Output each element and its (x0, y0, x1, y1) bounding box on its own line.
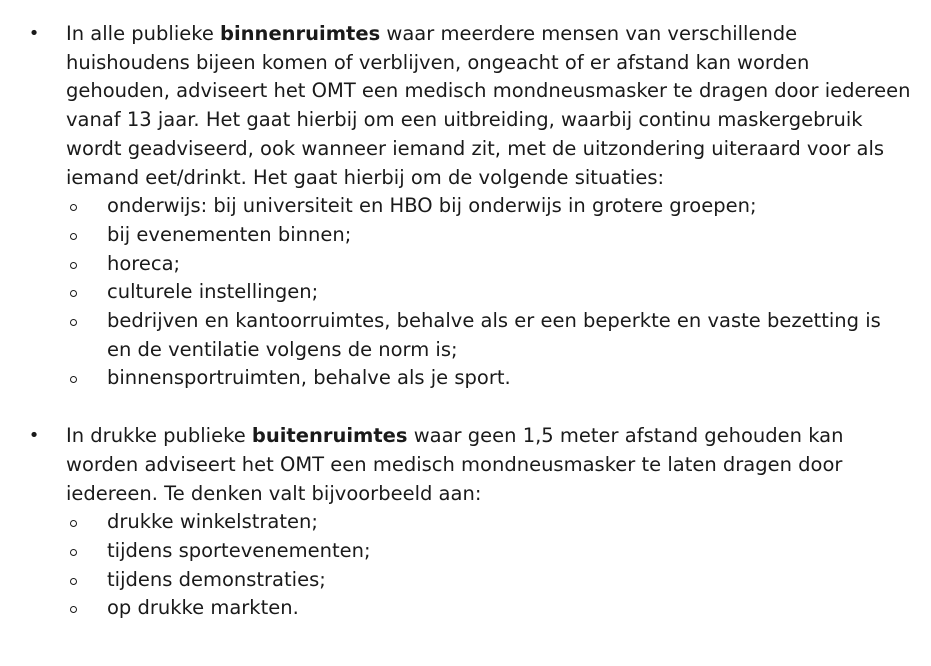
sublist-outdoor (66, 508, 911, 623)
list-item (66, 537, 911, 566)
document-body (0, 20, 931, 623)
list-item (66, 278, 911, 307)
list-item-text: drukke winkelstraten; (107, 510, 318, 534)
list-item (66, 594, 911, 623)
circle-bullet-icon (70, 376, 77, 383)
paragraph-text-start: In alle publieke (66, 22, 221, 45)
bullet-icon: • (28, 23, 40, 44)
list-item (66, 307, 911, 364)
list-item (66, 250, 911, 279)
paragraph-text-rest: waar meerdere mensen van verschillende huishoudens bijeen komen of verblijven, ongeacht of er afstand kan worden gehouden, adviseert het OMT een medisch mondneusmasker te dragen door iedereen vanaf 13 jaar. Het gaat hierbij om een uitbreiding, waarbij continu maskergebruik wordt geadviseerd, ook wanneer iemand zit, met de uitzondering uiteraard voor als iemand eet/drinkt. Het gaat hierbij om de volgende situaties: (66, 22, 911, 189)
paragraph-indoor (66, 20, 911, 192)
list-item (66, 221, 911, 250)
list-item-text: onderwijs: bij universiteit en HBO bij onderwijs in grotere groepen; (107, 194, 757, 218)
circle-bullet-icon (70, 520, 77, 527)
bullet-item-indoor (0, 20, 931, 393)
bullet-item-outdoor (0, 422, 931, 623)
circle-bullet-icon (70, 204, 77, 211)
circle-bullet-icon (70, 262, 77, 269)
list-item-text: binnensportruimten, behalve als je sport. (107, 366, 511, 390)
bold-term: binnenruimtes (220, 22, 381, 45)
circle-bullet-icon (70, 233, 77, 240)
list-item (66, 566, 911, 595)
list-item-text: bedrijven en kantoorruimtes, behalve als er een beperkte en vaste bezetting is en de ventilatie volgens de norm is; (107, 309, 881, 361)
list-item-text: culturele instellingen; (107, 280, 319, 304)
list-item (66, 192, 911, 221)
bold-term: buitenruimtes (251, 424, 408, 448)
list-item (66, 508, 911, 537)
paragraph-outdoor (66, 422, 911, 508)
circle-bullet-icon (70, 549, 77, 556)
paragraph-text-rest: waar geen 1,5 meter afstand gehouden kan worden adviseert het OMT een medisch mondneusmasker te laten dragen door iedereen. Te denken valt bijvoorbeeld aan: (66, 424, 844, 505)
list-item-text: bij evenementen binnen; (107, 222, 352, 246)
sublist-indoor (66, 192, 911, 393)
list-item-text: tijdens demonstraties; (107, 567, 326, 591)
circle-bullet-icon (70, 290, 77, 297)
circle-bullet-icon (70, 578, 77, 585)
list-item-text: tijdens sportevenementen; (107, 538, 371, 562)
circle-bullet-icon (70, 319, 77, 326)
list-item (66, 364, 911, 393)
bullet-icon: • (28, 425, 40, 447)
list-item-text: horeca; (107, 251, 181, 275)
circle-bullet-icon (70, 606, 77, 613)
list-item-text: op drukke markten. (107, 596, 299, 620)
paragraph-text-start: In drukke publieke (66, 424, 252, 448)
